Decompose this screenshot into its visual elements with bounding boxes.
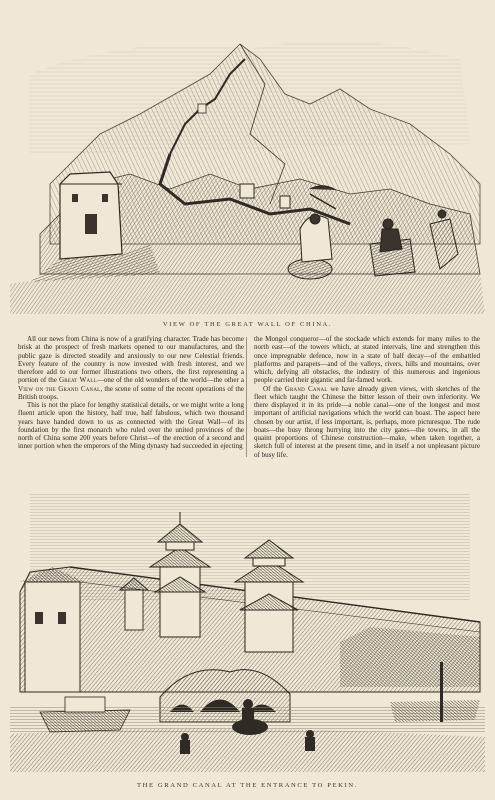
column-divider: [246, 337, 247, 457]
article-column-right: [254, 335, 480, 461]
grand-canal-engraving: [10, 472, 485, 772]
article-paragraph: the Mongol conqueror—of the stockade which extends for many miles to the north east—of the towers which, at stated intervals, line and strengthen this once impregnable defence, now in a state of half decay—of the embattled platforms and parapets—and of the valleys, rivers, hills and mountains, over which, defying all obstacles, the industry of this numerous and ingenious people carried their gigantic and far-famed work.: [254, 335, 480, 385]
top-illustration-caption: VIEW OF THE GREAT WALL OF CHINA.: [162, 321, 333, 328]
article-text: we have already given views, with sketches of the fleet which taught the Chinese the bitter lesson of their own inferiority. We there displayed it in its pride—a noble canal—one of the longest and most important of artificial navigations which the world can boast. The aspect here chosen by our artist, if less important, is, perhaps, more picturesque. The rude boats—the busy throng hurrying into the city gates—the towers, in all the quaint proportions of Chinese construction—make, when taken together, a sketch full of interest at the present time, and in itself a not unpleasant picture of busy life.: [254, 384, 480, 459]
bottom-illustration-caption: THE GRAND CANAL AT THE ENTRANCE TO PEKIN.: [137, 782, 358, 789]
article-paragraph: [18, 335, 244, 401]
great-wall-illustration: [10, 14, 485, 314]
grand-canal-illustration: [10, 472, 485, 772]
article-smallcaps: Grand Canal: [284, 384, 328, 393]
article-smallcaps: Great Wall: [58, 376, 97, 385]
article-paragraph: [254, 385, 480, 459]
article-body: [18, 335, 480, 461]
article-text: —one of the old wonders of the world—the other a: [96, 376, 244, 385]
article-smallcaps: View on the Grand Canal: [18, 384, 101, 393]
article-text: , the scene of some of the recent operations of the British troops.: [18, 384, 244, 401]
article-text: Of the: [263, 384, 285, 393]
great-wall-engraving: [10, 14, 485, 314]
article-paragraph: This is not the place for lengthy statistical details, or we might write a long fluent article upon the history, half true, half fabulous, which two thousand years have handed down to us as connected with the Great Wall—of its foundation by the first monarch who ruled over the united provinces of the north of China some 200 years before Christ—of the erection of a second and inner portion when the emperors of the Ming dynasty had succeeded in ejecting: [18, 401, 244, 451]
article-text: All our news from China is now of a gratifying character. Trade has become brisk at the prospect of fresh markets opened to our manufactures, and the public gaze is directed steadily and anxiously to our new Celestial friends. Every feature of the country is now invested with fresh interest, and we therefore add to our former illustrations two others, the first representing a portion of the: [18, 335, 244, 385]
article-column-left: [18, 335, 244, 461]
